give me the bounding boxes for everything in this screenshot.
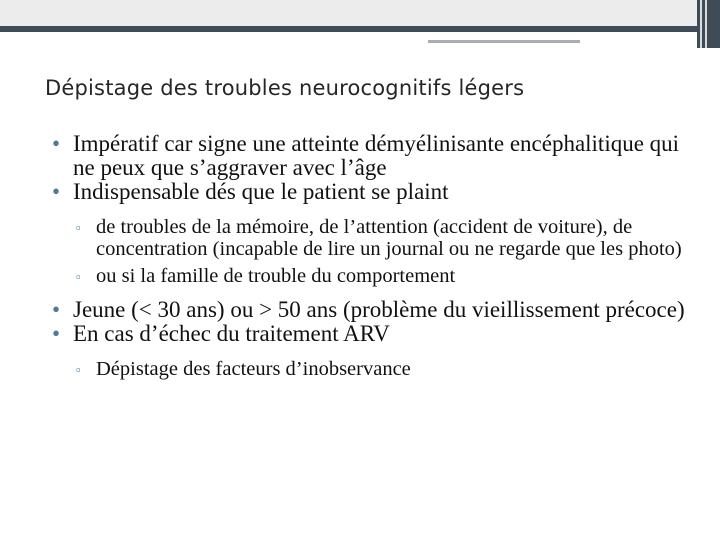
bullet-dot-icon: •	[52, 131, 61, 156]
sub-bullet-text: Dépistage des facteurs d’inobservance	[96, 357, 411, 380]
bullet-text: Impératif car signe une atteinte démyélinisante encéphalitique qui ne peux que s’aggraver avec l’âge	[73, 131, 680, 180]
bullet-dot-icon: •	[52, 321, 61, 346]
sub-bullet-item	[76, 265, 692, 287]
square-bullet-icon: ▫	[76, 361, 81, 377]
bullet-dot-icon: •	[52, 179, 61, 204]
bullet-text: Indispensable dés que le patient se plaint	[73, 179, 449, 204]
sub-bullet-item	[76, 358, 692, 380]
bullet-item	[52, 298, 692, 322]
bullet-item	[52, 132, 692, 179]
bullet-text: Jeune (< 30 ans) ou > 50 ans (problème du vieillissement précoce)	[73, 296, 685, 322]
bullet-item	[52, 322, 692, 346]
slide-body	[52, 132, 692, 385]
accent-rule	[428, 40, 580, 43]
bullet-item	[52, 180, 692, 204]
header-rule	[0, 26, 720, 32]
corner-decoration	[697, 0, 720, 48]
sub-bullet-item	[76, 216, 692, 260]
sub-bullet-text: de troubles de la mémoire, de l’attention (accident de voiture), de concentration (incapable de lire un journal ou ne regarde que les photo)	[96, 215, 682, 260]
bullet-dot-icon: •	[52, 296, 61, 322]
square-bullet-icon: ▫	[76, 268, 81, 284]
slide-title: Dépistage des troubles neurocognitifs légers	[45, 76, 525, 100]
bullet-text: En cas d’échec du traitement ARV	[73, 321, 390, 346]
square-bullet-icon: ▫	[76, 219, 81, 235]
header-band	[0, 0, 720, 26]
sub-bullet-text: ou si la famille de trouble du comportement	[96, 264, 456, 287]
